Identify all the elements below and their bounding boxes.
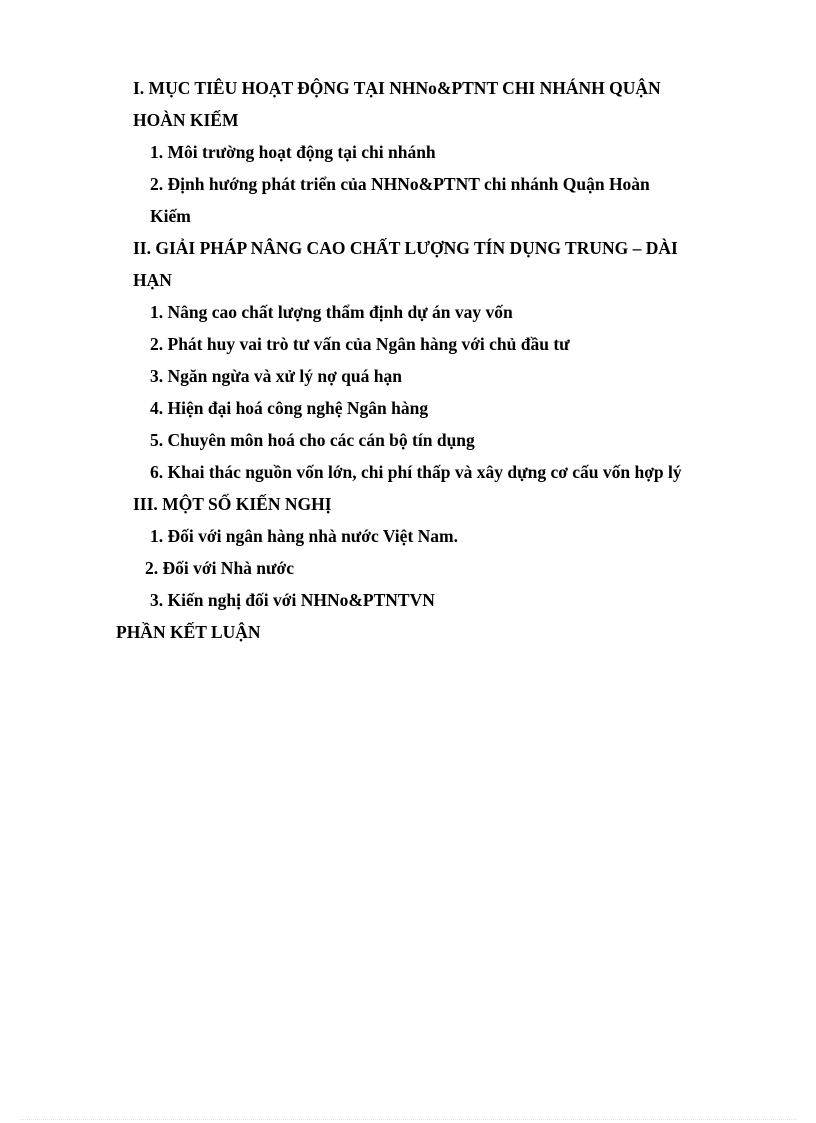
- section-2-title-line-1: II. GIẢI PHÁP NÂNG CAO CHẤT LƯỢNG TÍN DỤNG TRUNG – DÀI: [133, 238, 678, 258]
- section-3-item-3: 3. Kiến nghị đối với NHNo&PTNTVN: [150, 590, 435, 610]
- section-1-item-1: 1. Môi trường hoạt động tại chi nhánh: [150, 142, 436, 162]
- section-2-item-3: 3. Ngăn ngừa và xử lý nợ quá hạn: [150, 366, 402, 386]
- section-2-item-1: 1. Nâng cao chất lượng thẩm định dự án vay vốn: [150, 302, 513, 322]
- section-2-item-6: 6. Khai thác nguồn vốn lớn, chi phí thấp và xây dựng cơ cấu vốn hợp lý: [150, 462, 682, 482]
- section-1-item-2-line-2: Kiếm: [150, 206, 191, 226]
- section-2-item-2: 2. Phát huy vai trò tư vấn của Ngân hàng với chủ đầu tư: [150, 334, 570, 354]
- section-3-item-2: 2. Đối với Nhà nước: [145, 558, 294, 578]
- section-1-title-line-1: I. MỤC TIÊU HOẠT ĐỘNG TẠI NHNo&PTNT CHI NHÁNH QUẬN: [133, 78, 661, 98]
- section-3-title: III. MỘT SỐ KIẾN NGHỊ: [133, 494, 332, 514]
- page-bottom-rule: [20, 1119, 796, 1120]
- section-3-item-1: 1. Đối với ngân hàng nhà nước Việt Nam.: [150, 526, 458, 546]
- section-2-title-line-2: HẠN: [133, 270, 172, 290]
- section-1-item-2-line-1: 2. Định hướng phát triển của NHNo&PTNT chi nhánh Quận Hoàn: [150, 174, 650, 194]
- section-2-item-5: 5. Chuyên môn hoá cho các cán bộ tín dụng: [150, 430, 475, 450]
- section-1-title-line-2: HOÀN KIẾM: [133, 110, 239, 130]
- conclusion-heading: PHẦN KẾT LUẬN: [116, 622, 261, 642]
- section-2-item-4: 4. Hiện đại hoá công nghệ Ngân hàng: [150, 398, 429, 418]
